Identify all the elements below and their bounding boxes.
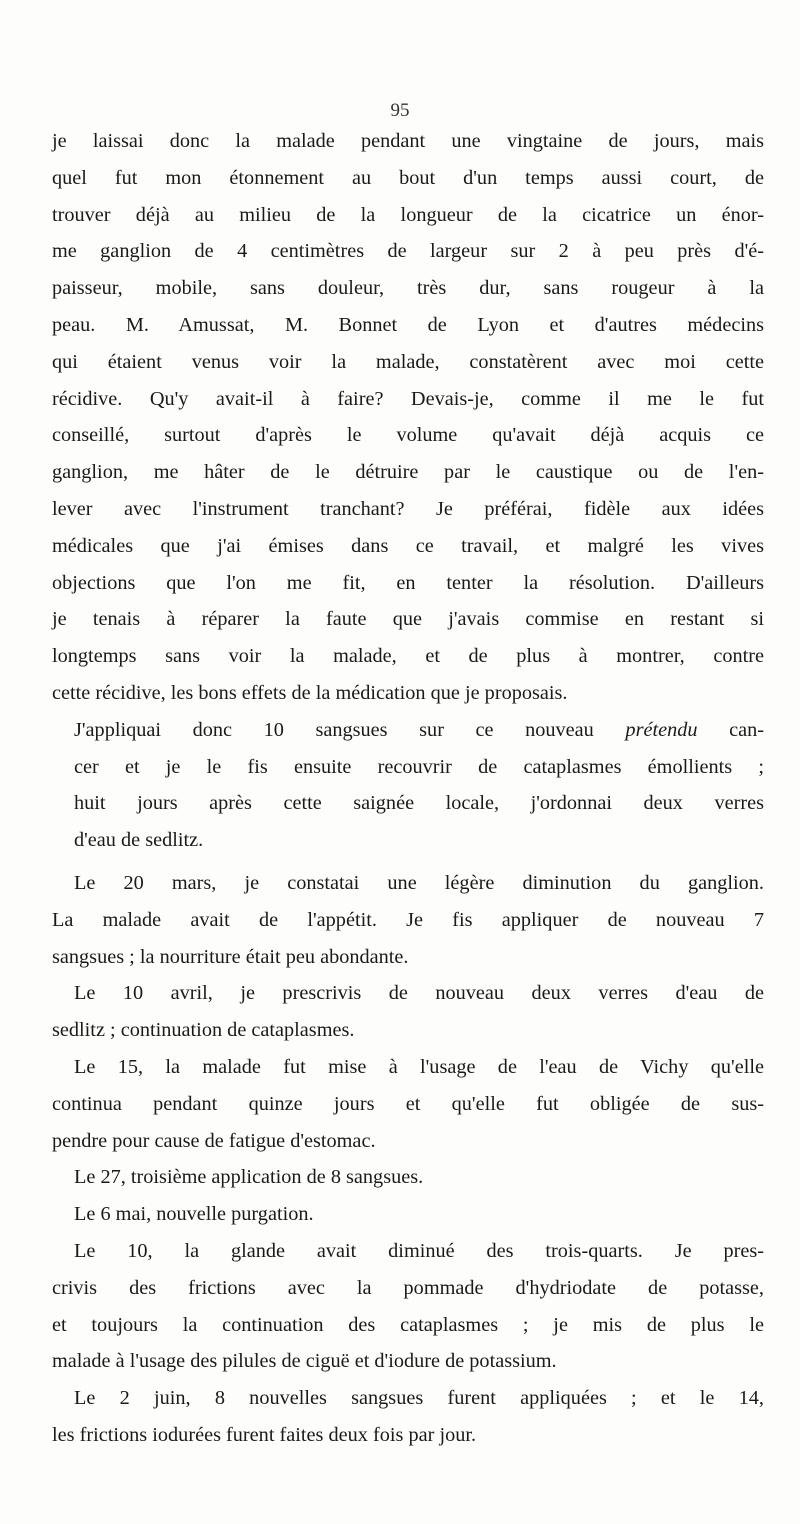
page-number: 95 bbox=[390, 100, 410, 121]
text-line: et toujours la continuation des cataplasmes ; je mis de plus le bbox=[52, 1313, 764, 1336]
text-line: Le 2 juin, 8 nouvelles sangsues furent appliquées ; et le 14, bbox=[74, 1387, 764, 1410]
text-line: continua pendant quinze jours et qu'elle fut obligée de sus- bbox=[52, 1092, 764, 1115]
text-line: huit jours après cette saignée locale, j'ordonnai deux verres bbox=[74, 792, 764, 815]
text-line: médicales que j'ai émises dans ce travail, et malgré les vives bbox=[52, 534, 764, 557]
paragraph-7 bbox=[52, 1196, 764, 1233]
text-line: je tenais à réparer la faute que j'avais commise en restant si bbox=[52, 608, 764, 631]
text-line: Le 10, la glande avait diminué des trois-quarts. Je pres- bbox=[74, 1239, 764, 1262]
paragraph-4 bbox=[52, 975, 764, 1049]
paragraph-1 bbox=[52, 123, 764, 712]
text-line: Le 20 mars, je constatai une légère diminution du ganglion. bbox=[74, 871, 764, 894]
paragraph-9 bbox=[52, 1380, 764, 1454]
text-line: longtemps sans voir la malade, et de plus à montrer, contre bbox=[52, 645, 764, 668]
text-line: Le 27, troisième application de 8 sangsues. bbox=[74, 1166, 424, 1189]
paragraph-8 bbox=[52, 1233, 764, 1380]
text-line: paisseur, mobile, sans douleur, très dur, sans rougeur à la bbox=[52, 277, 764, 300]
text-line: lever avec l'instrument tranchant? Je préférai, fidèle aux idées bbox=[52, 497, 764, 520]
text-line: me ganglion de 4 centimètres de largeur sur 2 à peu près d'é- bbox=[52, 240, 764, 263]
text-line: les frictions iodurées furent faites deux fois par jour. bbox=[52, 1423, 477, 1446]
text-line: d'eau de sedlitz. bbox=[74, 829, 204, 852]
body-text bbox=[52, 123, 764, 1454]
text-line: Le 15, la malade fut mise à l'usage de l'eau de Vichy qu'elle bbox=[74, 1055, 764, 1078]
text-line: récidive. Qu'y avait-il à faire? Devais-je, comme il me le fut bbox=[52, 387, 764, 410]
text-line: qui étaient venus voir la malade, constatèrent avec moi cette bbox=[52, 350, 764, 373]
text-line: sedlitz ; continuation de cataplasmes. bbox=[52, 1019, 355, 1042]
text-line: je laissai donc la malade pendant une vingtaine de jours, mais bbox=[52, 130, 764, 152]
text-run: J'appliquai donc 10 sangsues sur ce nouveau bbox=[74, 718, 626, 741]
text-line: conseillé, surtout d'après le volume qu'avait déjà acquis ce bbox=[52, 424, 764, 447]
text-line: Le 10 avril, je prescrivis de nouveau deux verres d'eau de bbox=[74, 982, 764, 1005]
paragraph-2 bbox=[52, 712, 764, 859]
text-line: trouver déjà au milieu de la longueur de la cicatrice un énor- bbox=[52, 203, 764, 226]
text-line: peau. M. Amussat, M. Bonnet de Lyon et d'autres médecins bbox=[52, 313, 764, 336]
text-line: ganglion, me hâter de le détruire par le caustique ou de l'en- bbox=[52, 461, 764, 484]
text-run: can- bbox=[697, 718, 764, 741]
text-line: crivis des frictions avec la pommade d'hydriodate de potasse, bbox=[52, 1276, 764, 1299]
text-line: pendre pour cause de fatigue d'estomac. bbox=[52, 1129, 376, 1152]
paragraph-5 bbox=[52, 1049, 764, 1159]
text-line: cette récidive, les bons effets de la médication que je proposais. bbox=[52, 681, 568, 704]
paragraph-3 bbox=[52, 865, 764, 975]
text-line: malade à l'usage des pilules de ciguë et d'iodure de potassium. bbox=[52, 1350, 557, 1373]
text-line: La malade avait de l'appétit. Je fis appliquer de nouveau 7 bbox=[52, 908, 764, 931]
text-line: Le 6 mai, nouvelle purgation. bbox=[74, 1203, 314, 1226]
text-line bbox=[52, 712, 764, 749]
text-line: sangsues ; la nourriture était peu abondante. bbox=[52, 945, 409, 968]
text-line: cer et je le fis ensuite recouvrir de cataplasmes émollients ; bbox=[74, 755, 764, 778]
paragraph-6 bbox=[52, 1159, 764, 1196]
text-line: quel fut mon étonnement au bout d'un temps aussi court, de bbox=[52, 166, 764, 189]
text-line: objections que l'on me fit, en tenter la résolution. D'ailleurs bbox=[52, 571, 764, 594]
italic-word: prétendu bbox=[625, 718, 698, 741]
